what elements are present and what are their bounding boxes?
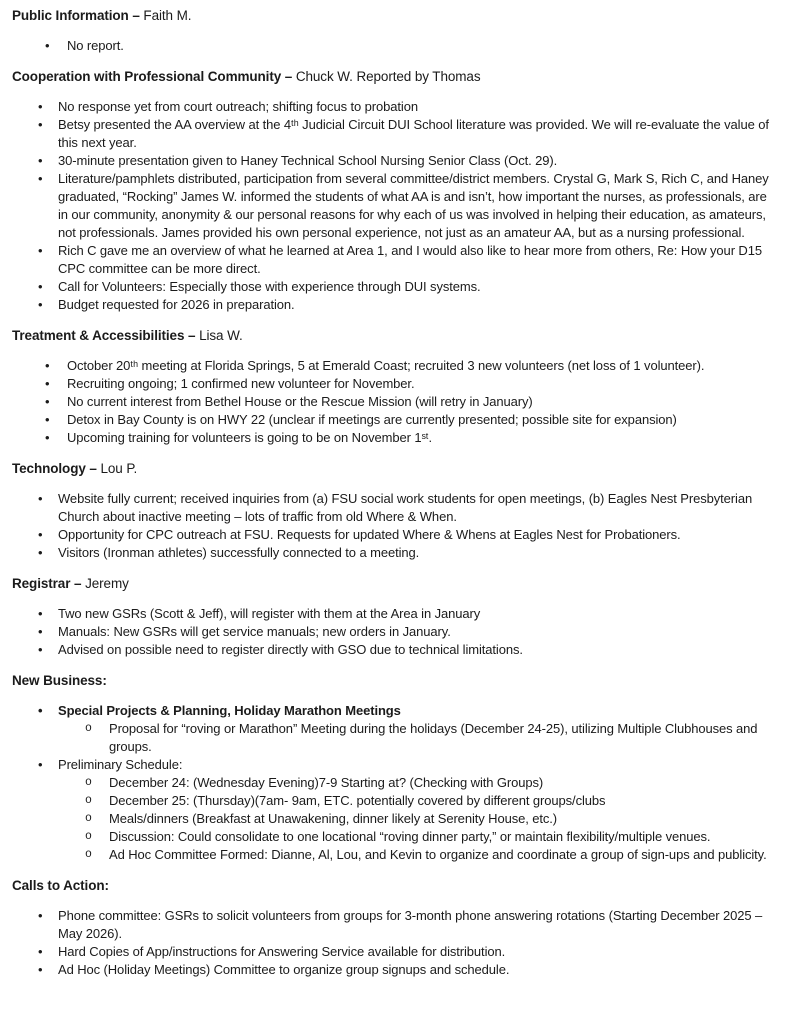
list-item: • Advised on possible need to register directly with GSO due to technical limitations. (12, 641, 780, 659)
section-title: New Business: (12, 673, 107, 688)
list-item: • Recruiting ongoing; 1 confirmed new volunteer for November. (12, 375, 780, 393)
sub-list-item: o Discussion: Could consolidate to one locational “roving dinner party,” or maintain flexibility/multiple venues. (12, 828, 780, 846)
list-item: • Call for Volunteers: Especially those with experience through DUI systems. (12, 278, 780, 296)
section-title: Calls to Action: (12, 878, 109, 893)
bullet-list (12, 490, 780, 562)
list-item: • Ad Hoc (Holiday Meetings) Committee to organize group signups and schedule. (12, 961, 780, 979)
bullet-list (12, 357, 780, 447)
list-item: • Phone committee: GSRs to solicit volunteers from groups for 3-month phone answering rotations (Starting December 2025 – May 2026). (12, 907, 780, 943)
section-title: Cooperation with Professional Community – (12, 69, 293, 84)
list-item: • No report. (12, 37, 780, 55)
sub-list-item: o Ad Hoc Committee Formed: Dianne, Al, Lou, and Kevin to organize and coordinate a group of sign-ups and publicity. (12, 846, 780, 864)
list-item: • Betsy presented the AA overview at the 4ᵗʰ Judicial Circuit DUI School literature was provided. We will re-evaluate the value of this next year. (12, 116, 780, 152)
section-heading (12, 877, 780, 895)
section-title: Treatment & Accessibilities – (12, 328, 196, 343)
section-heading (12, 672, 780, 690)
list-item: • Website fully current; received inquiries from (a) FSU social work students for open meetings, (b) Eagles Nest Presbyterian Church about inactive meeting – lots of traffic from old Where & When. (12, 490, 780, 526)
sub-list-item: o Meals/dinners (Breakfast at Unawakening, dinner likely at Serenity House, etc.) (12, 810, 780, 828)
list-item: • October 20ᵗʰ meeting at Florida Springs, 5 at Emerald Coast; recruited 3 new volunteers (net loss of 1 volunteer). (12, 357, 780, 375)
list-item: • 30-minute presentation given to Haney Technical School Nursing Senior Class (Oct. 29). (12, 152, 780, 170)
section-subtitle: Faith M. (139, 8, 192, 23)
section-heading (12, 327, 780, 345)
section-subtitle: Jeremy (81, 576, 129, 591)
section-heading (12, 68, 780, 86)
list-item: • Rich C gave me an overview of what he learned at Area 1, and I would also like to hear more from others, Re: How your D15 CPC committee can be more direct. (12, 242, 780, 278)
list-item: • Budget requested for 2026 in preparation. (12, 296, 780, 314)
sub-list-item: o December 24: (Wednesday Evening)7-9 Starting at? (Checking with Groups) (12, 774, 780, 792)
section-title: Technology – (12, 461, 97, 476)
list-item: • Upcoming training for volunteers is going to be on November 1ˢᵗ. (12, 429, 780, 447)
sub-list-item: o Proposal for “roving or Marathon” Meeting during the holidays (December 24-25), utilizing Multiple Clubhouses and groups. (12, 720, 780, 756)
list-item: • No current interest from Bethel House or the Rescue Mission (will retry in January) (12, 393, 780, 411)
bullet-list (12, 907, 780, 979)
list-item: • No response yet from court outreach; shifting focus to probation (12, 98, 780, 116)
list-item: • Special Projects & Planning, Holiday Marathon Meetings (12, 702, 780, 720)
section-heading (12, 7, 780, 25)
section-heading (12, 460, 780, 478)
list-item: • Literature/pamphlets distributed, participation from several committee/district members. Crystal G, Mark S, Rich C, and Haney graduated, “Rocking” James W. informed the students of what AA is and isn’t, how important the nurses, as professionals, are in our community, anonymity & our personal reasons for why each of us was involved in helping their education, as amateurs, not professionals. James provided his own personal experience, not just as an amateur AA, but as a nursing professional. (12, 170, 780, 242)
section-subtitle: Lou P. (96, 461, 138, 476)
bullet-list (12, 702, 780, 864)
list-item: • Manuals: New GSRs will get service manuals; new orders in January. (12, 623, 780, 641)
list-item: • Detox in Bay County is on HWY 22 (unclear if meetings are currently presented; possible site for expansion) (12, 411, 780, 429)
section-title: Registrar – (12, 576, 82, 591)
bullet-list (12, 605, 780, 659)
section-subtitle: Chuck W. Reported by Thomas (292, 69, 481, 84)
list-item: • Visitors (Ironman athletes) successfully connected to a meeting. (12, 544, 780, 562)
list-item: • Hard Copies of App/instructions for Answering Service available for distribution. (12, 943, 780, 961)
section-title: Public Information – (12, 8, 140, 23)
list-item: • Opportunity for CPC outreach at FSU. Requests for updated Where & Whens at Eagles Nest for Probationers. (12, 526, 780, 544)
list-item: • Two new GSRs (Scott & Jeff), will register with them at the Area in January (12, 605, 780, 623)
bullet-list (12, 98, 780, 314)
document-body (12, 7, 780, 979)
bullet-list (12, 37, 780, 55)
sub-list-item: o December 25: (Thursday)(7am- 9am, ETC. potentially covered by different groups/clubs (12, 792, 780, 810)
list-item: • Preliminary Schedule: (12, 756, 780, 774)
section-subtitle: Lisa W. (195, 328, 243, 343)
section-heading (12, 575, 780, 593)
